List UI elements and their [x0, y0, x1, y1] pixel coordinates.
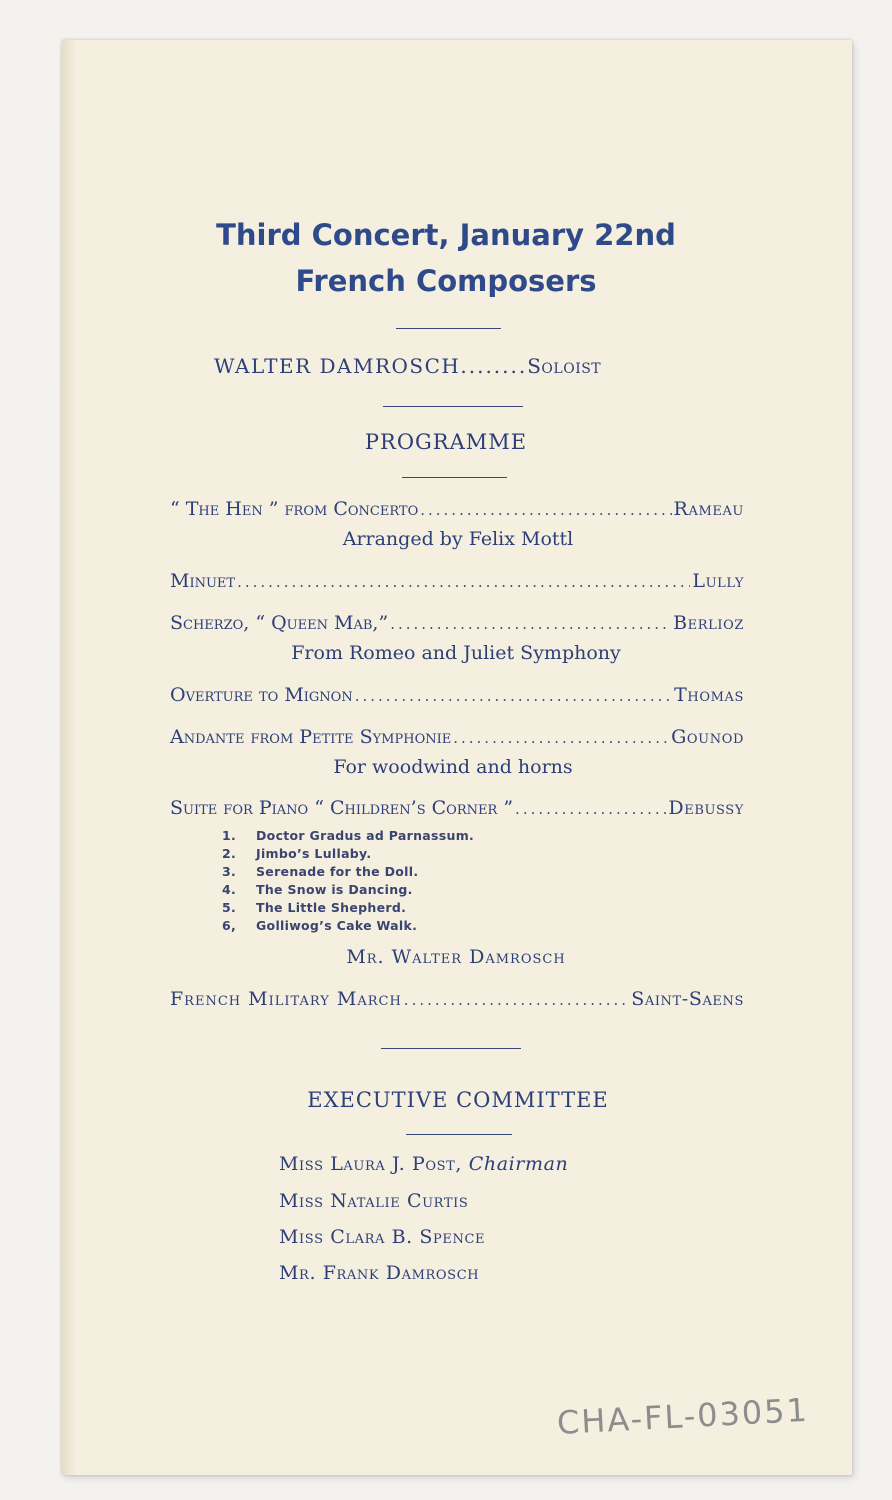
- leader-dots: [404, 991, 629, 1009]
- committee-heading: EXECUTIVE COMMITTEE: [307, 1088, 609, 1112]
- suite-movement: 6, Golliwog’s Cake Walk.: [222, 918, 418, 933]
- leader-dots: [420, 501, 671, 519]
- leader-dots: [453, 729, 669, 747]
- committee-member: Miss Natalie Curtis: [279, 1190, 469, 1212]
- programme-item-lully: [170, 570, 744, 592]
- soloist-role: Soloist: [527, 354, 602, 378]
- divider-rule: [406, 1134, 512, 1135]
- leader-dots: [390, 615, 671, 633]
- leader-dots: [515, 800, 666, 818]
- programme-heading: PROGRAMME: [364, 430, 528, 454]
- composer-name: Debussy: [668, 797, 744, 819]
- suite-performer: Mr. Walter Damrosch: [346, 946, 566, 968]
- composer-name: Gounod: [671, 726, 744, 748]
- committee-member: Mr. Frank Damrosch: [279, 1262, 480, 1284]
- leader-dots: [355, 687, 672, 705]
- composer-name: Lully: [692, 570, 744, 592]
- work-title: Andante from Petite Symphonie: [170, 726, 452, 748]
- suite-movement: 3. Serenade for the Doll.: [222, 864, 419, 879]
- work-title: French Military March: [170, 988, 402, 1010]
- concert-subtitle: French Composers: [295, 264, 597, 298]
- work-note: Arranged by Felix Mottl: [342, 528, 574, 550]
- programme-item-thomas: [170, 684, 744, 706]
- soloist-name: WALTER DAMROSCH: [214, 354, 461, 378]
- work-title: Minuet: [170, 570, 236, 592]
- divider-rule: [381, 1048, 521, 1049]
- soloist-line: [214, 354, 601, 378]
- suite-movement: 5. The Little Shepherd.: [222, 900, 407, 915]
- programme-item-gounod: [170, 726, 744, 748]
- programme-item-debussy: [170, 797, 744, 819]
- concert-title: Third Concert, January 22nd: [216, 218, 676, 252]
- committee-member: Miss Clara B. Spence: [279, 1226, 486, 1248]
- work-title: Overture to Mignon: [170, 684, 353, 706]
- divider-rule: [396, 328, 501, 329]
- catalog-number: CHA-FL-03051: [556, 1390, 810, 1442]
- composer-name: Rameau: [673, 498, 744, 520]
- work-title: Suite for Piano “ Children’s Corner ”: [170, 797, 514, 819]
- composer-name: Saint-Saens: [631, 988, 744, 1010]
- composer-name: Berlioz: [673, 612, 744, 634]
- programme-item-rameau: [170, 498, 744, 520]
- work-note: For woodwind and horns: [333, 756, 573, 778]
- soloist-dots: ........: [460, 354, 528, 378]
- divider-rule: [402, 477, 507, 478]
- suite-movement: 2. Jimbo’s Lullaby.: [222, 846, 372, 861]
- programme-item-saint-saens: [170, 988, 744, 1010]
- committee-member: Miss Laura J. Post, Chairman: [279, 1153, 569, 1175]
- work-title: “ The Hen ” from Concerto: [170, 498, 419, 520]
- suite-movement: 4. The Snow is Dancing.: [222, 882, 413, 897]
- composer-name: Thomas: [674, 684, 744, 706]
- work-title: Scherzo, “ Queen Mab,”: [170, 612, 389, 634]
- committee-role: Chairman: [468, 1153, 569, 1175]
- divider-rule: [383, 406, 523, 407]
- work-note: From Romeo and Juliet Symphony: [291, 642, 621, 664]
- leader-dots: [237, 573, 690, 591]
- programme-item-berlioz: [170, 612, 744, 634]
- suite-movement: 1. Doctor Gradus ad Parnassum.: [222, 828, 475, 843]
